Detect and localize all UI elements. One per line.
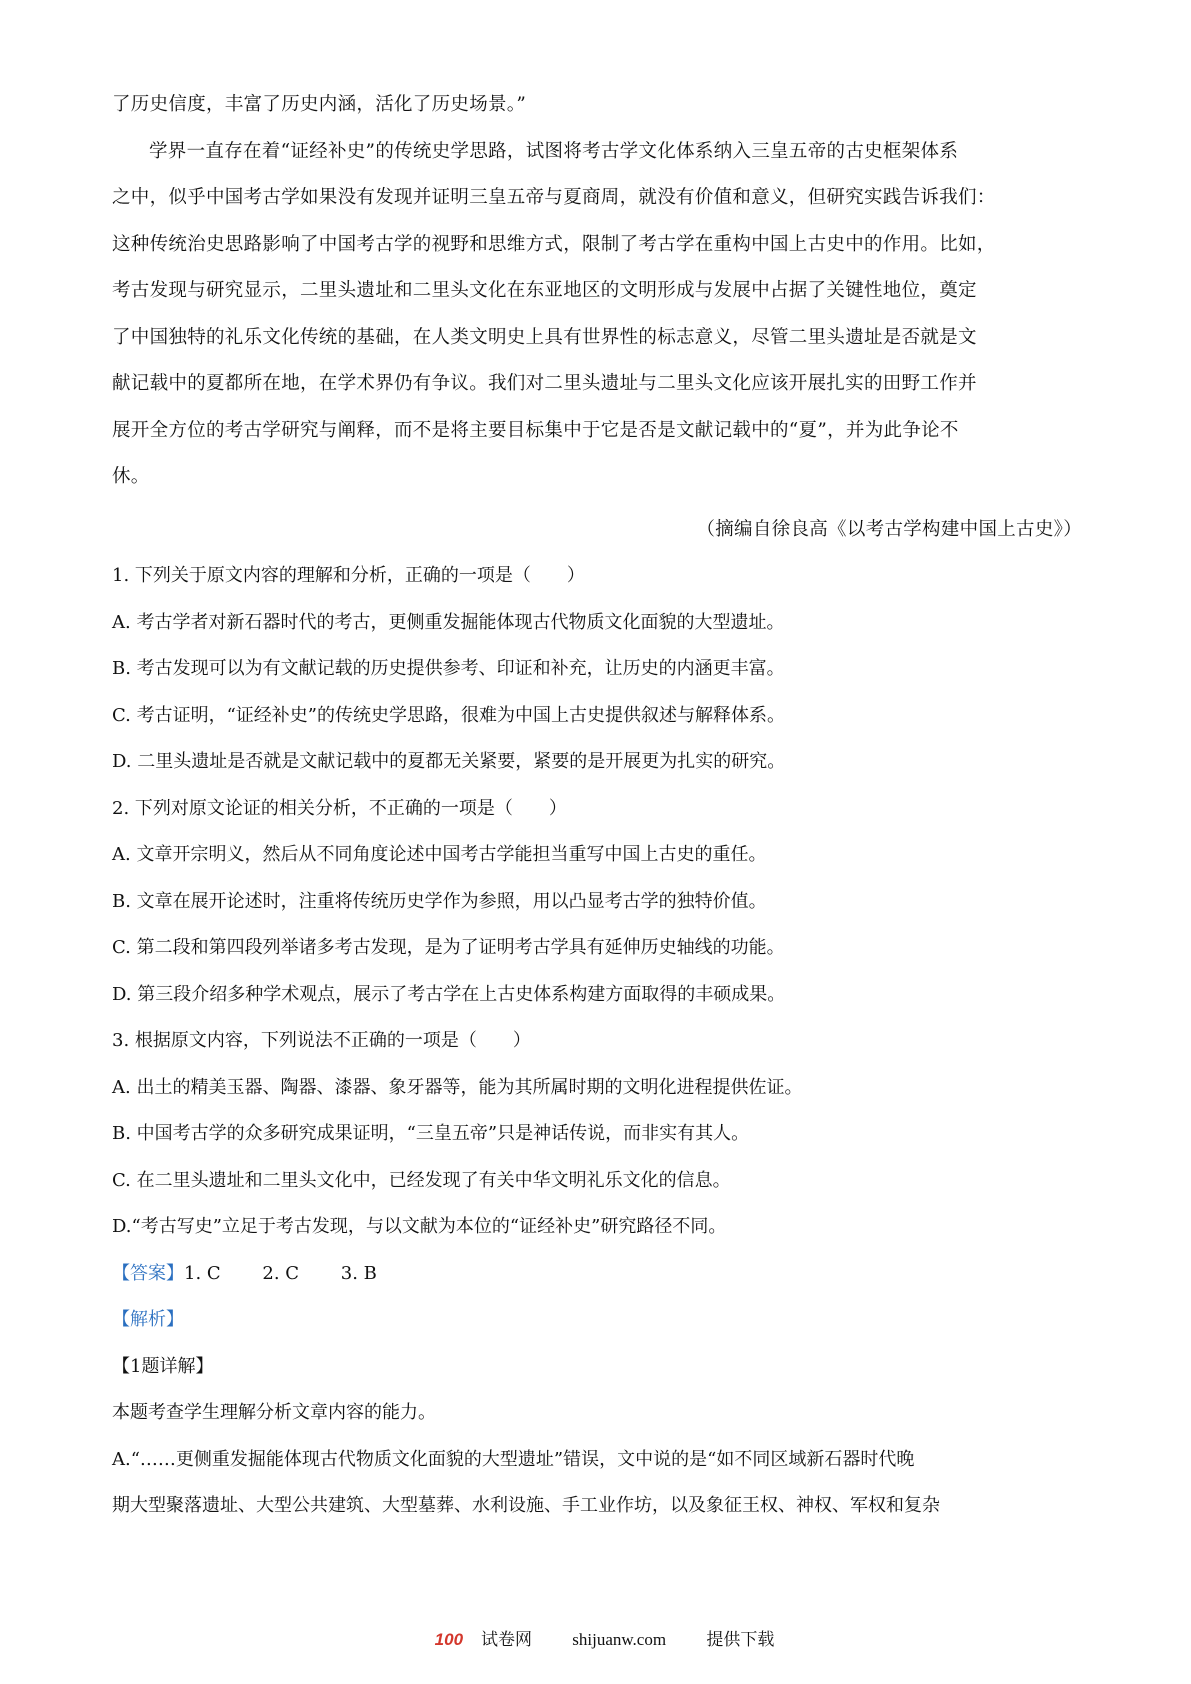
passage-line: 了历史信度，丰富了历史内涵，活化了历史场景。” bbox=[112, 94, 527, 115]
option-d: D.“考古写史”立足于考古发现，与以文献为本位的“证经补史”研究路径不同。 bbox=[112, 1216, 727, 1237]
page-footer bbox=[0, 1625, 1191, 1650]
answer-value: 1. C 2. C 3. B bbox=[184, 1262, 377, 1284]
analysis-line: A.“……更侧重发掘能体现古代物质文化面貌的大型遗址”错误，文中说的是“如不同区域新石器时代晚 bbox=[112, 1448, 915, 1470]
passage bbox=[112, 82, 1082, 553]
passage-line: 这种传统治史思路影响了中国考古学的视野和思维方式，限制了考古学在重构中国上古史中的作用。比如， bbox=[112, 233, 996, 255]
question-stem: 3. 根据原文内容，下列说法不正确的一项是（ ） bbox=[112, 1030, 531, 1051]
question-stem: 1. 下列关于原文内容的理解和分析，正确的一项是（ ） bbox=[112, 565, 585, 586]
document-page bbox=[112, 96, 1082, 1530]
footer-note: 提供下载 bbox=[706, 1630, 775, 1649]
analysis-detail-label: 【1题详解】 bbox=[112, 1355, 214, 1377]
footer-domain-link[interactable]: shijuanw.com bbox=[572, 1630, 667, 1649]
option-c: C. 在二里头遗址和二里头文化中，已经发现了有关中华文明礼乐文化的信息。 bbox=[112, 1169, 731, 1191]
passage-line: 献记载中的夏都所在地，在学术界仍有争议。我们对二里头遗址与二里头文化应该开展扎实的田野工作并 bbox=[112, 373, 977, 394]
analysis-line: 本题考查学生理解分析文章内容的能力。 bbox=[112, 1402, 436, 1423]
passage-line: 展开全方位的考古学研究与阐释，而不是将主要目标集中于它是否是文献记载中的“夏”，并为此争论不 bbox=[112, 419, 959, 441]
footer-brand[interactable] bbox=[417, 1625, 532, 1650]
question-3 bbox=[112, 1018, 1082, 1251]
option-c: C. 第二段和第四段列举诸多考古发现，是为了证明考古学具有延伸历史轴线的功能。 bbox=[112, 937, 785, 958]
logo-100: 100 bbox=[434, 1630, 464, 1649]
option-b: B. 考古发现可以为有文献记载的历史提供参考、印证和补充，让历史的内涵更丰富。 bbox=[112, 658, 785, 679]
question-1 bbox=[112, 553, 1082, 786]
answer-line bbox=[112, 1251, 1082, 1298]
question-stem: 2. 下列对原文论证的相关分析，不正确的一项是（ ） bbox=[112, 797, 567, 819]
option-a: A. 出土的精美玉器、陶器、漆器、象牙器等，能为其所属时期的文明化进程提供佐证。 bbox=[112, 1076, 803, 1098]
option-a: A. 考古学者对新石器时代的考古，更侧重发掘能体现古代物质文化面貌的大型遗址。 bbox=[112, 611, 785, 633]
answer-label: 【答案】 bbox=[112, 1262, 184, 1284]
option-d: D. 第三段介绍多种学术观点，展示了考古学在上古史体系构建方面取得的丰硕成果。 bbox=[112, 983, 786, 1005]
site-name: 试卷网 bbox=[481, 1630, 533, 1649]
question-2 bbox=[112, 786, 1082, 1019]
passage-line: 了中国独特的礼乐文化传统的基础，在人类文明史上具有世界性的标志意义，尽管二里头遗址是否就是文 bbox=[112, 326, 977, 348]
passage-source: （摘编自徐良高《以考古学构建中国上古史》） bbox=[696, 518, 1082, 540]
option-d: D. 二里头遗址是否就是文献记载中的夏都无关紧要，紧要的是开展更为扎实的研究。 bbox=[112, 751, 786, 772]
passage-line: 休。 bbox=[112, 466, 150, 487]
option-a: A. 文章开宗明义，然后从不同角度论述中国考古学能担当重写中国上古史的重任。 bbox=[112, 844, 767, 865]
passage-line: 考古发现与研究显示，二里头遗址和二里头文化在东亚地区的文明形成与发展中占据了关键性地位，奠定 bbox=[112, 280, 977, 301]
passage-line: 之中，似乎中国考古学如果没有发现并证明三皇五帝与夏商周，就没有价值和意义，但研究实践告诉我们： bbox=[112, 187, 996, 208]
option-b: B. 中国考古学的众多研究成果证明，“三皇五帝”只是神话传说，而非实有其人。 bbox=[112, 1123, 750, 1144]
option-c: C. 考古证明，“证经补史”的传统史学思路，很难为中国上古史提供叙述与解释体系。 bbox=[112, 704, 785, 726]
passage-line: 学界一直存在着“证经补史”的传统史学思路，试图将考古学文化体系纳入三皇五帝的古史框架体系 bbox=[149, 140, 959, 162]
option-b: B. 文章在展开论述时，注重将传统历史学作为参照，用以凸显考古学的独特价值。 bbox=[112, 890, 767, 912]
analysis-label: 【解析】 bbox=[112, 1309, 184, 1330]
analysis-line: 期大型聚落遗址、大型公共建筑、大型墓葬、水利设施、手工业作坊，以及象征王权、神权、军权和复杂 bbox=[112, 1495, 940, 1516]
